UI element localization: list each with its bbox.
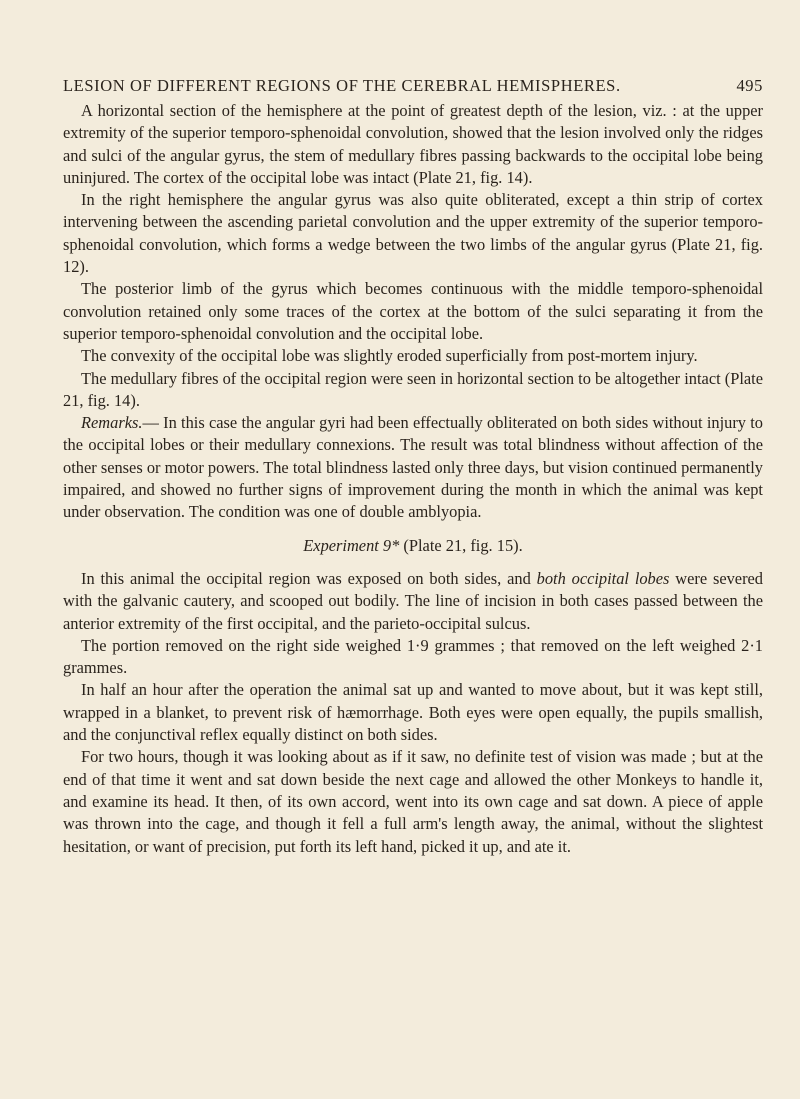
- paragraph-posterior-limb: The posterior limb of the gyrus which becomes continuous with the middle temporo-sphenoidal convolution retained only some traces of the cortex at the bottom of the sulci separating it from the superior temporo-sphenoidal convolution and the occipital lobe.: [63, 279, 763, 343]
- body-text: [63, 100, 763, 858]
- remarks-body: — In this case the angular gyri had been effectually obliterated on both sides without injury to the occipital lobes or their medullary connexions. The result was total blindness without affection of the other senses or motor powers. The total blindness lasted only three days, but vision continued permanently impaired, and showed no further signs of improvement during the month in which the animal was kept under observation. The condition was one of double amblyopia.: [63, 413, 763, 522]
- procedure-emphasis: both occipital lobes: [536, 568, 670, 588]
- paragraph-procedure: [63, 568, 763, 635]
- remarks-label: Remarks.: [81, 413, 143, 433]
- procedure-text-start: In this animal the occipital region was exposed on both sides, and: [81, 568, 537, 588]
- paragraph-post-operation: In half an hour after the operation the animal sat up and wanted to move about, but it was kept still, wrapped in a blanket, to prevent risk of hæmorrhage. Both eyes were open equally, the pupils smallish, and the conjunctival reflex equally distinct on both sides.: [63, 680, 763, 745]
- running-header: [63, 76, 763, 98]
- running-title: LESION OF DIFFERENT REGIONS OF THE CEREBRAL HEMISPHERES.: [63, 76, 621, 95]
- experiment-plate-ref: (Plate 21, fig. 15).: [399, 535, 523, 555]
- paragraph-weights: The portion removed on the right side weighed 1·9 grammes ; that removed on the left weighed 2·1 grammes.: [63, 635, 763, 678]
- paragraph-vision-test: For two hours, though it was looking about as if it saw, no definite test of vision was made ; but at the end of that time it went and sat down beside the next cage and allowed the other Monkeys to handle it, and examine its head. It then, of its own accord, went into its own cage and sat down. A piece of apple was thrown into the cage, and though it fell a full arm's length away, the animal, without the slightest hesitation, or want of precision, put forth its left hand, picked it up, and ate it.: [63, 747, 763, 856]
- paragraph-section-findings: A horizontal section of the hemisphere at the point of greatest depth of the lesion, viz. : at the upper extremity of the superior temporo-sphenoidal convolution, showed that the lesion involved only the ridges and sulci of the angular gyrus, the stem of medullary fibres passing backwards to the occipital lobe being uninjured. The cortex of the occipital lobe was intact (Plate 21, fig. 14).: [63, 101, 763, 187]
- paragraph-medullary-fibres: The medullary fibres of the occipital region were seen in horizontal section to be altogether intact (Plate 21, fig. 14).: [63, 368, 763, 410]
- paragraph-convexity: The convexity of the occipital lobe was slightly eroded superficially from post-mortem injury.: [81, 346, 698, 366]
- procedure-text-end: were severed with the galvanic cautery, and scooped out bodily. The line of incision in both cases passed between the anterior extremity of the first occipital, and the parieto-occipital sulcus.: [63, 568, 764, 633]
- paragraph-right-hemisphere: In the right hemisphere the angular gyrus was also quite obliterated, except a thin strip of cortex intervening between the ascending parietal convolution and the upper extremity of the superior temporo-sphenoidal convolution, which forms a wedge between the two limbs of the angular gyrus (Plate 21, fig. 12).: [63, 190, 763, 277]
- page-number: 495: [736, 76, 763, 95]
- experiment-label: Experiment 9*: [303, 535, 400, 555]
- experiment-heading: [63, 535, 763, 557]
- paragraph-remarks: [63, 412, 763, 523]
